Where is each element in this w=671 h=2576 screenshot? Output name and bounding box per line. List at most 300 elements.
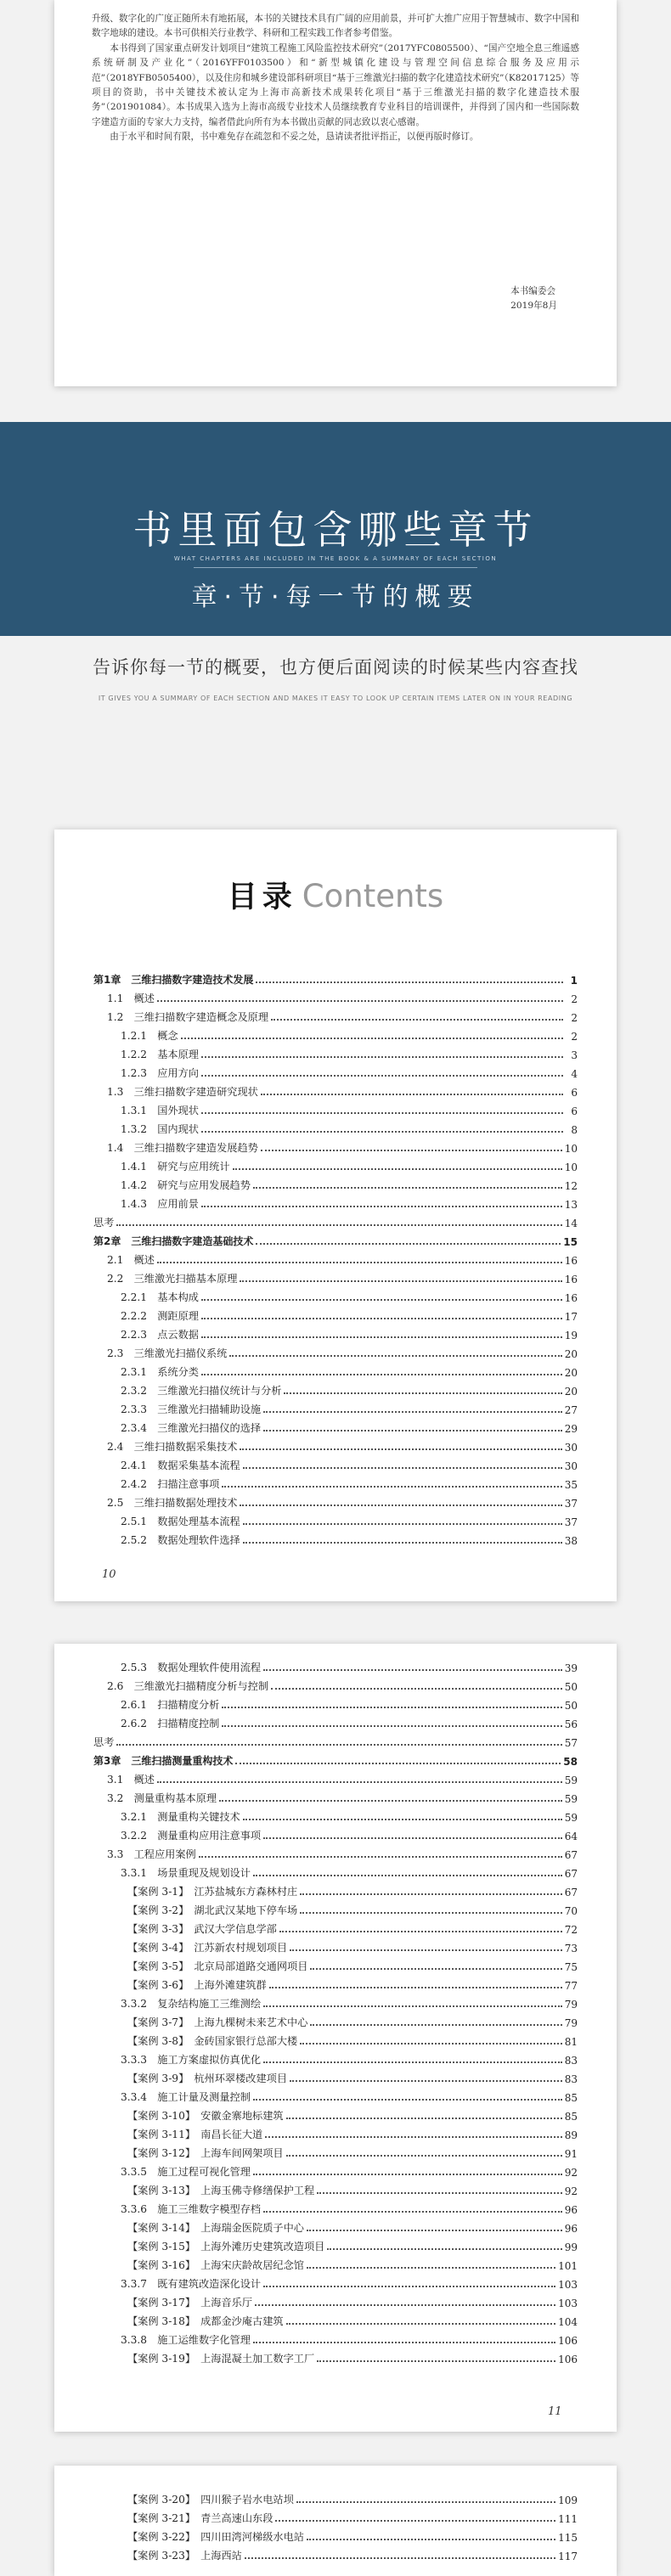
toc-entry-page: 115 (558, 2532, 578, 2544)
toc-entry-page: 50 (564, 1681, 578, 1693)
toc-entry-page: 6 (571, 1087, 578, 1099)
toc-entry-page: 59 (564, 1775, 578, 1786)
dot-leader (263, 2286, 555, 2287)
toc-entry-label: 2.3.3 三维激光扫描辅助设施 (121, 1403, 262, 1415)
toc-entry-page: 81 (564, 2036, 578, 2048)
toc-entry-label: 2.5 三维扫描数据处理技术 (107, 1497, 238, 1509)
toc-section-row (93, 1674, 578, 1693)
dot-leader (243, 1523, 562, 1525)
toc-entry-page: 92 (564, 2185, 578, 2197)
toc-entry-page: 16 (564, 1274, 578, 1285)
toc-entry-page: 75 (564, 1961, 578, 1973)
toc-entry-label: 1.4.3 应用前景 (121, 1198, 199, 1210)
toc-section-row (93, 1136, 578, 1155)
dot-leader (201, 1075, 563, 1077)
dot-leader (201, 1131, 563, 1133)
toc-section-row (93, 2272, 578, 2291)
dot-leader (256, 981, 563, 983)
dot-leader (307, 2267, 555, 2269)
toc-entry-page: 79 (564, 2017, 578, 2029)
toc-entry-page: 19 (564, 1330, 578, 1341)
toc-entry-label: 3.3.3 施工方案虚拟仿真优化 (121, 2054, 262, 2066)
preface-paragraph-2: 本书得到了国家重点研发计划项目“建筑工程施工风险监控技术研究”（2017YFC0805500）、“国产空地全息三维遥感系统研制及产业化”（2016YFF0103500）和“新型城镇化建设与管理空间信息综合服务及应用示范”（2018YFB0505400），以及住房和城乡建设部科研项目“基于三维激光扫描的数字化建造技术研究”（K82017125）等项目的资助，书中关键技术被认定为上海市高新技术成果转化项目“基于三维激光扫描的数字化建造技术服务”（201901084）。本书成果入选为上海市高级专业技术人员继续教育专业科目的培训课件，并得到了国内和一些国际数字建造方面的专家大力支持，编者借此向所有为本书做出贡献的同志致以衷心感谢。 (92, 42, 579, 127)
dot-leader (240, 1448, 561, 1450)
toc-entry-page: 30 (564, 1460, 578, 1472)
toc-entry-label: 1.2.2 基本原理 (121, 1049, 199, 1060)
dot-leader (263, 2061, 562, 2063)
toc-entry-label: 2.4 三维扫描数据采集技术 (107, 1441, 238, 1453)
dot-leader (261, 1094, 563, 1095)
toc-entry-page: 109 (558, 2494, 578, 2506)
toc-section-row (93, 1491, 578, 1510)
toc-entry-page: 104 (558, 2316, 578, 2328)
dot-leader (240, 1280, 561, 1282)
toc-entry-label: 2.6.2 扫描精度控制 (121, 1718, 220, 1730)
toc-list-page-3 (93, 2488, 578, 2562)
toc-entry-page: 27 (564, 1404, 578, 1416)
toc-entry-label: 第2章 三维扫描数字建造基础技术 (93, 1235, 254, 1247)
toc-case-row (93, 2488, 578, 2506)
toc-section-row (93, 1472, 578, 1491)
toc-entry-page: 96 (564, 2204, 578, 2216)
toc-section-row (93, 2085, 578, 2104)
toc-section-row (93, 1435, 578, 1454)
toc-entry-page: 59 (564, 1793, 578, 1805)
toc-case-row (93, 2141, 578, 2160)
dot-leader (290, 2080, 562, 2082)
toc-entry-label: 2.5.1 数据处理基本流程 (121, 1516, 240, 1527)
toc-entry-label: 3.1 概述 (107, 1774, 155, 1786)
dot-leader (253, 2174, 562, 2175)
dot-leader (253, 1187, 562, 1189)
toc-entry-label: 1.4.1 研究与应用统计 (121, 1161, 230, 1173)
dot-leader (327, 2248, 561, 2250)
toc-entry-label: 2.4.1 数据采集基本流程 (121, 1460, 240, 1471)
toc-entry-page: 96 (564, 2223, 578, 2235)
toc-entry-label: 【案例 3-12】 上海车间网架项目 (127, 2147, 284, 2159)
dot-leader (307, 2230, 562, 2231)
toc-case-row (93, 2291, 578, 2309)
toc-entry-label: 思考 (93, 1217, 115, 1229)
toc-section-row (93, 1528, 578, 1547)
toc-entry-label: 3.3.8 施工运维数字化管理 (121, 2334, 251, 2346)
toc-section-row (93, 1861, 578, 1880)
toc-entry-label: 2.5.3 数据处理软件使用流程 (121, 1662, 262, 1673)
dot-leader (284, 1392, 561, 1394)
toc-entry-page: 20 (564, 1367, 578, 1379)
toc-entry-label: 【案例 3-16】 上海宋庆龄故居纪念馆 (127, 2259, 304, 2271)
toc-entry-label: 3.3.1 场景重现及规划设计 (121, 1867, 251, 1879)
toc-entry-label: 1.1 概述 (107, 993, 155, 1004)
dot-leader (317, 2360, 555, 2362)
toc-entry-label: 【案例 3-2】 湖北武汉某地下停车场 (127, 1904, 298, 1916)
toc-section-row (93, 1842, 578, 1861)
toc-section-row (93, 1360, 578, 1379)
toc-entry-page: 101 (558, 2260, 578, 2272)
toc-entry-label: 2.2.3 点云数据 (121, 1329, 199, 1341)
preface-page (54, 0, 617, 386)
toc-section-row (93, 2328, 578, 2347)
dot-leader (181, 1038, 563, 1039)
toc-section-row (93, 1211, 578, 1229)
dot-leader (243, 1467, 562, 1469)
toc-entry-label: 【案例 3-14】 上海瑞金医院质子中心 (127, 2222, 304, 2234)
toc-entry-page: 8 (571, 1124, 578, 1136)
toc-section-row (93, 2160, 578, 2179)
dot-leader (271, 1688, 562, 1690)
toc-section-row (93, 1992, 578, 2011)
dot-leader (229, 1355, 561, 1357)
toc-entry-page: 67 (564, 1887, 578, 1898)
toc-entry-label: 3.3.4 施工计量及测量控制 (121, 2091, 251, 2103)
toc-entry-page: 3 (571, 1049, 578, 1061)
toc-entry-page: 16 (564, 1292, 578, 1304)
banner-english-caption: WHAT CHAPTERS ARE INCLUDED IN THE BOOK & A SUMMARY OF EACH SECTION (173, 555, 498, 562)
toc-section-row (93, 1005, 578, 1024)
toc-entry-page: 89 (564, 2129, 578, 2141)
toc-entry-label: 3.3.2 复杂结构施工三维测绘 (121, 1998, 262, 2010)
toc-section-row (93, 1024, 578, 1043)
toc-list-page-2 (93, 1656, 578, 2365)
toc-case-row (93, 2347, 578, 2365)
dot-leader (300, 2043, 562, 2044)
dot-leader (116, 1744, 561, 1746)
dot-leader (310, 2024, 561, 2026)
dot-leader (279, 1931, 562, 1932)
dot-leader (201, 1318, 562, 1319)
dot-leader (275, 2520, 555, 2522)
dot-leader (317, 2192, 562, 2194)
toc-entry-label: 3.2.2 测量重构应用注意事项 (121, 1830, 262, 1842)
dot-leader (157, 1781, 562, 1783)
intro-text: 告诉你每一节的概要，也方便后面阅读的时候某些内容查找 (93, 657, 578, 678)
dot-leader (243, 1819, 562, 1820)
toc-entry-page: 1 (570, 975, 578, 987)
toc-entry-label: 1.3 三维扫描数字建造研究现状 (107, 1086, 258, 1098)
toc-entry-label: 2.2.1 基本构成 (121, 1291, 199, 1303)
dot-leader (222, 1725, 561, 1727)
toc-entry-page: 37 (564, 1498, 578, 1510)
toc-section-row (93, 1099, 578, 1117)
toc-entry-page: 67 (564, 1868, 578, 1880)
banner-divider (194, 567, 477, 568)
sign-author: 本书编委会 (510, 286, 556, 296)
toc-section-row (93, 1323, 578, 1341)
toc-section-row (93, 1786, 578, 1805)
toc-case-row (93, 2506, 578, 2525)
toc-entry-page: 38 (564, 1535, 578, 1547)
toc-title (0, 874, 671, 916)
toc-entry-label: 2.1 概述 (107, 1254, 155, 1266)
toc-case-row (93, 2029, 578, 2048)
toc-entry-label: 【案例 3-17】 上海音乐厅 (127, 2297, 253, 2309)
toc-entry-page: 106 (558, 2335, 578, 2347)
dot-leader (253, 2099, 562, 2101)
toc-entry-page: 85 (564, 2111, 578, 2123)
toc-section-row (93, 1824, 578, 1842)
toc-section-row (93, 1304, 578, 1323)
toc-entry-label: 3.2.1 测量重构关键技术 (121, 1811, 240, 1823)
dot-leader (300, 1912, 562, 1914)
toc-entry-label: 【案例 3-9】 杭州环翠楼改建项目 (127, 2073, 288, 2084)
toc-entry-page: 10 (564, 1143, 578, 1155)
toc-title-en: Contents (302, 878, 444, 914)
preface-paragraph-3: 由于水平和时间有限，书中难免存在疏忽和不妥之处，恳请读者批评指正，以便再版时修订。 (110, 132, 479, 143)
banner-subtitle: 章·节·每一节的概要 (191, 582, 480, 612)
dot-leader (199, 1856, 562, 1858)
dot-leader (286, 2323, 556, 2325)
page-number: 11 (548, 2405, 562, 2418)
toc-entry-label: 【案例 3-21】 青兰高速山东段 (127, 2512, 273, 2524)
toc-entry-page: 103 (558, 2279, 578, 2291)
toc-entry-label: 【案例 3-13】 上海玉佛寺修缮保护工程 (127, 2185, 315, 2196)
dot-leader (240, 1505, 561, 1506)
toc-entry-page: 14 (564, 1218, 578, 1229)
toc-entry-page: 6 (571, 1105, 578, 1117)
dot-leader (201, 1206, 562, 1207)
dot-leader (263, 2211, 562, 2213)
dot-leader (263, 1837, 562, 1839)
toc-section-row (93, 1061, 578, 1080)
toc-entry-label: 3.3.6 施工三维数字模型存档 (121, 2203, 262, 2215)
toc-entry-label: 2.3.4 三维激光扫描仪的选择 (121, 1422, 262, 1434)
toc-entry-label: 3.3.7 既有建筑改造深化设计 (121, 2278, 262, 2290)
toc-section-row (93, 1155, 578, 1173)
dot-leader (201, 1299, 562, 1301)
toc-section-row (93, 1379, 578, 1398)
toc-entry-page: 57 (564, 1737, 578, 1749)
toc-entry-page: 77 (564, 1980, 578, 1992)
dot-leader (253, 1875, 562, 1876)
toc-section-row (93, 1730, 578, 1749)
toc-entry-page: 56 (564, 1718, 578, 1730)
dot-leader (222, 1486, 561, 1488)
toc-case-row (93, 1936, 578, 1954)
toc-entry-page: 37 (564, 1516, 578, 1528)
toc-section-row (93, 1805, 578, 1824)
toc-entry-page: 12 (564, 1180, 578, 1192)
toc-entry-page: 2 (571, 1031, 578, 1043)
toc-entry-page: 35 (564, 1479, 578, 1491)
toc-section-row (93, 1117, 578, 1136)
toc-entry-page: 111 (558, 2513, 578, 2525)
toc-entry-label: 2.3.1 系统分类 (121, 1366, 199, 1378)
toc-section-row (93, 1398, 578, 1416)
toc-entry-page: 103 (558, 2298, 578, 2309)
toc-case-row (93, 1898, 578, 1917)
toc-entry-label: 3.3.5 施工过程可视化管理 (121, 2166, 251, 2178)
dot-leader (219, 1800, 562, 1802)
toc-entry-page: 64 (564, 1831, 578, 1842)
toc-entry-label: 2.5.2 数据处理软件选择 (121, 1534, 240, 1546)
sign-date: 2019年8月 (510, 301, 557, 311)
dot-leader (157, 1000, 563, 1002)
dot-leader (271, 1019, 563, 1021)
toc-entry-page: 79 (564, 1999, 578, 2011)
toc-entry-page: 70 (564, 1905, 578, 1917)
toc-section-row (93, 1192, 578, 1211)
toc-case-row (93, 2235, 578, 2253)
dot-leader (243, 1542, 562, 1544)
toc-entry-label: 1.4 三维扫描数字建造发展趋势 (107, 1142, 258, 1154)
toc-chapter-row (93, 968, 578, 987)
toc-entry-page: 29 (564, 1423, 578, 1435)
toc-section-row (93, 1341, 578, 1360)
toc-section-row (93, 1656, 578, 1674)
toc-case-row (93, 2544, 578, 2562)
toc-case-row (93, 1973, 578, 1992)
toc-entry-page: 10 (564, 1161, 578, 1173)
dot-leader (286, 2155, 562, 2157)
toc-entry-page: 16 (564, 1255, 578, 1267)
toc-section-row (93, 1267, 578, 1285)
toc-entry-page: 20 (564, 1386, 578, 1398)
toc-entry-label: 2.3.2 三维激光扫描仪统计与分析 (121, 1385, 282, 1397)
toc-chapter-row (93, 1749, 578, 1768)
dot-leader (253, 2342, 555, 2343)
intro-english-text: IT GIVES YOU A SUMMARY OF EACH SECTION AND MAKES IT EASY TO LOOK UP CERTAIN ITEMS LATER ON IN YOUR READING (98, 695, 573, 702)
toc-entry-label: 1.3.2 国内现状 (121, 1123, 199, 1135)
toc-entry-page: 58 (563, 1756, 578, 1768)
toc-entry-page: 85 (564, 2092, 578, 2104)
toc-case-row (93, 2011, 578, 2029)
toc-section-row (93, 1285, 578, 1304)
toc-entry-label: 2.6 三维激光扫描精度分析与控制 (107, 1680, 269, 1692)
dot-leader (310, 1968, 561, 1970)
toc-section-row (93, 1043, 578, 1061)
toc-entry-label: 1.3.1 国外现状 (121, 1105, 199, 1116)
toc-entry-label: 1.4.2 研究与应用发展趋势 (121, 1179, 251, 1191)
toc-entry-label: 3.3 工程应用案例 (107, 1848, 196, 1860)
dot-leader (255, 2304, 555, 2306)
dot-leader (116, 1224, 561, 1226)
toc-entry-page: 73 (564, 1943, 578, 1954)
toc-section-row (93, 1454, 578, 1472)
toc-section-row (93, 1080, 578, 1099)
toc-entry-page: 2 (571, 993, 578, 1005)
toc-entry-page: 92 (564, 2167, 578, 2179)
toc-entry-label: 【案例 3-11】 南昌长征大道 (127, 2129, 263, 2140)
toc-entry-page: 2 (571, 1012, 578, 1024)
toc-entry-page: 59 (564, 1812, 578, 1824)
dot-leader (269, 1987, 562, 1988)
toc-chapter-row (93, 1229, 578, 1248)
toc-case-row (93, 1917, 578, 1936)
toc-entry-page: 72 (564, 1924, 578, 1936)
toc-section-row (93, 2048, 578, 2067)
dot-leader (201, 1374, 562, 1375)
toc-entry-page: 50 (564, 1700, 578, 1712)
toc-section-row (93, 987, 578, 1005)
dot-leader (201, 1336, 562, 1338)
dot-leader (263, 2005, 562, 2007)
toc-entry-page: 99 (564, 2241, 578, 2253)
page-number: 10 (102, 1568, 116, 1581)
toc-entry-label: 【案例 3-18】 成都金沙庵古建筑 (127, 2315, 284, 2327)
toc-entry-label: 1.2 三维扫描数字建造概念及原理 (107, 1011, 269, 1023)
toc-entry-page: 83 (564, 2055, 578, 2067)
dot-leader (256, 1243, 561, 1245)
dot-leader (261, 1150, 562, 1151)
toc-entry-label: 思考 (93, 1736, 115, 1748)
toc-case-row (93, 2525, 578, 2544)
toc-case-row (93, 2179, 578, 2197)
toc-entry-label: 1.2.3 应用方向 (121, 1067, 199, 1079)
toc-entry-label: 【案例 3-8】 金砖国家银行总部大楼 (127, 2035, 298, 2047)
dot-leader (201, 1056, 563, 1058)
toc-entry-label: 【案例 3-6】 上海外滩建筑群 (127, 1979, 267, 1991)
dot-leader (290, 1949, 562, 1951)
dot-leader (296, 2501, 555, 2503)
toc-section-row (93, 1510, 578, 1528)
toc-entry-page: 17 (564, 1311, 578, 1323)
toc-entry-label: 2.3 三维激光扫描仪系统 (107, 1347, 228, 1359)
toc-entry-page: 117 (558, 2551, 578, 2562)
dot-leader (286, 2118, 562, 2119)
toc-entry-label: 第1章 三维扫描数字建造技术发展 (93, 974, 254, 986)
toc-entry-label: 【案例 3-20】 四川猴子岩水电站坝 (127, 2494, 294, 2506)
toc-section-row (93, 1173, 578, 1192)
toc-entry-page: 67 (564, 1849, 578, 1861)
toc-case-row (93, 2123, 578, 2141)
dot-leader (263, 1411, 562, 1413)
toc-case-row (93, 1954, 578, 1973)
toc-entry-label: 2.2 三维激光扫描基本原理 (107, 1273, 238, 1285)
dot-leader (201, 1112, 563, 1114)
toc-section-row (93, 1248, 578, 1267)
toc-title-cn: 目录 (227, 880, 297, 914)
toc-entry-page: 20 (564, 1348, 578, 1360)
toc-case-row (93, 2253, 578, 2272)
banner-title: 书里面包含哪些章节 (133, 507, 538, 553)
toc-case-row (93, 2216, 578, 2235)
toc-entry-label: 1.2.1 概念 (121, 1030, 178, 1042)
dot-leader (233, 1168, 562, 1170)
toc-case-row (93, 2104, 578, 2123)
toc-entry-label: 【案例 3-3】 武汉大学信息学部 (127, 1923, 277, 1935)
toc-entry-label: 【案例 3-15】 上海外滩历史建筑改造项目 (127, 2241, 325, 2253)
toc-entry-label: 2.6.1 扫描精度分析 (121, 1699, 220, 1711)
toc-section-row (93, 1712, 578, 1730)
toc-section-row (93, 1768, 578, 1786)
preface-signature (510, 284, 557, 313)
toc-entry-label: 【案例 3-23】 上海西站 (127, 2550, 242, 2562)
dot-leader (265, 2136, 562, 2138)
toc-entry-label: 2.4.2 扫描注意事项 (121, 1478, 220, 1490)
dot-leader (263, 1669, 562, 1671)
toc-entry-label: 【案例 3-1】 江苏盐城东方森林村庄 (127, 1886, 298, 1898)
toc-entry-page: 15 (563, 1236, 578, 1248)
toc-case-row (93, 2067, 578, 2085)
preface-paragraph-1: 升级、数字化的广度正随所未有地拓展，本书的关键技术具有广阔的应用前景，并可扩大推广应用于智慧城市、数字中国和数字地球的建设。本书可供相关行业教学、科研和工程实践工作者参考借鉴。 (92, 14, 579, 39)
toc-entry-label: 【案例 3-7】 上海九棵树未来艺术中心 (127, 2016, 308, 2028)
dot-leader (300, 1893, 562, 1895)
toc-entry-label: 3.2 测量重构基本原理 (107, 1792, 217, 1804)
toc-list-page-1 (93, 968, 578, 1547)
toc-entry-label: 【案例 3-4】 江苏新农村规划项目 (127, 1942, 288, 1954)
toc-entry-page: 91 (564, 2148, 578, 2160)
toc-entry-label: 2.2.2 测距原理 (121, 1310, 199, 1322)
dot-leader (222, 1707, 561, 1708)
dot-leader (157, 1262, 562, 1263)
toc-entry-label: 第3章 三维扫描测量重构技术 (93, 1755, 234, 1767)
toc-section-row (93, 1416, 578, 1435)
toc-section-row (93, 1693, 578, 1712)
toc-entry-label: 【案例 3-19】 上海混凝土加工数字工厂 (127, 2353, 315, 2365)
dot-leader (263, 1430, 562, 1431)
toc-entry-page: 4 (571, 1068, 578, 1080)
toc-entry-page: 39 (564, 1662, 578, 1674)
